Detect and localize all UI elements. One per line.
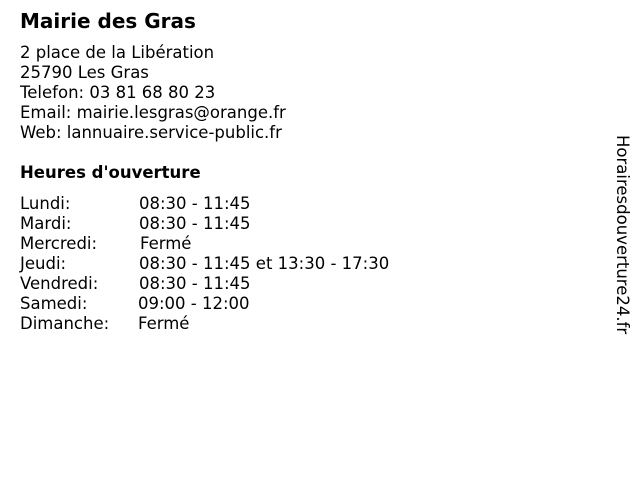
address-city: 25790 Les Gras: [20, 63, 149, 82]
day-label: Mardi:: [20, 214, 72, 233]
address-street: 2 place de la Libération: [20, 43, 215, 62]
phone-line: Telefon: 03 81 68 80 23: [20, 83, 216, 102]
day-label: Jeudi:: [20, 254, 67, 273]
day-label: Vendredi:: [20, 274, 99, 293]
day-label: Mercredi:: [20, 234, 98, 253]
day-hours: 08:30 - 11:45: [139, 274, 251, 293]
day-hours: 08:30 - 11:45: [139, 194, 251, 213]
day-hours: 08:30 - 11:45 et 13:30 - 17:30: [139, 254, 390, 273]
site-watermark-text: Horairesdouverture24.fr: [613, 135, 632, 335]
day-label: Samedi:: [20, 294, 88, 313]
address-block: [20, 43, 286, 143]
day-label: Dimanche:: [20, 314, 110, 333]
email-line: Email: mairie.lesgras@orange.fr: [20, 103, 286, 122]
opening-hours-heading: Heures d'ouverture: [20, 163, 201, 182]
day-hours: Fermé: [138, 314, 190, 333]
day-hours: 08:30 - 11:45: [139, 214, 251, 233]
day-hours: Fermé: [140, 234, 192, 253]
day-hours: 09:00 - 12:00: [138, 294, 250, 313]
day-label: Lundi:: [20, 194, 71, 213]
page-title: Mairie des Gras: [20, 9, 196, 33]
web-line: Web: lannuaire.service-public.fr: [20, 123, 282, 142]
